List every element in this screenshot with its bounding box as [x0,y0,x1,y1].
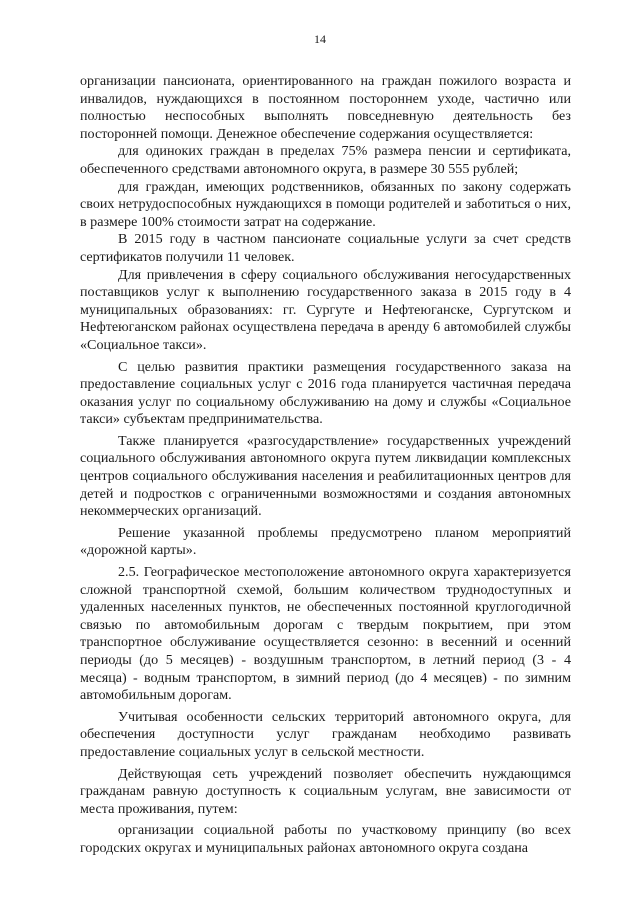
page-number: 14 [314,32,326,46]
paragraph-rural-territories: Учитывая особенности сельских территорий автономного округа, для обеспечения доступности услуг гражданам необходимо развивать предоставление социальных услуг в сельской местности. [80,708,571,760]
paragraph-2015-certificates: В 2015 году в частном пансионате социальные услуги за счет средств сертификатов получили 11 человек. [80,231,571,265]
paragraph-institution-network: Действующая сеть учреждений позволяет обеспечить нуждающимся гражданам равную доступность к социальным услугам, вне зависимости от места проживания, путем: [80,765,571,817]
document-body [80,73,571,858]
paragraph-social-taxi-lease: Для привлечения в сферу социального обслуживания негосударственных поставщиков услуг к выполнению государственного заказа в 2015 году в 4 муниципальных образованиях: гг. Сургуте и Нефтеюганске, Сургутском и Нефтеюганском районах осуществлена передача в аренду 6 автомобилей службы «Социальное такси». [80,266,571,353]
paragraph-single-citizens: для одиноких граждан в пределах 75% размера пенсии и сертификата, обеспеченного средствами автономного округа, в размере 30 555 рублей; [80,143,571,177]
paragraph-pension-organization: организации пансионата, ориентированного на граждан пожилого возраста и инвалидов, нуждающихся в постоянном постороннем уходе, частично или полностью неспособных выполнять повседневную деятельность без посторонней помощи. Денежное обеспечение содержания осуществляется: [80,73,571,142]
paragraph-geography-2-5: 2.5. Географическое местоположение автономного округа характеризуется сложной транспортной схемой, большим количеством труднодоступных и удаленных населенных пунктов, не обеспеченных постоянной круглогодичной связью по автомобильным дорогам с твердым покрытием, при этом транспортное обслуживание осуществляется сезонно: в весенний и осенний периоды (до 5 месяцев) - воздушным транспортом, в летний период (3 - 4 месяца) - водным транспортом, в зимний период (до 4 месяцев) - по зимним автомобильным дорогам. [80,564,571,704]
paragraph-roadmap: Решение указанной проблемы предусмотрено планом мероприятий «дорожной карты». [80,524,571,559]
paragraph-citizens-with-relatives: для граждан, имеющих родственников, обязанных по закону содержать своих нетрудоспособных нуждающихся в помощи родителей и заботиться о них, в размере 100% стоимости затрат на содержание. [80,178,571,230]
paragraph-denationalization: Также планируется «разгосударствление» государственных учреждений социального обслуживания автономного округа путем ликвидации комплексных центров социального обслуживания населения и реабилитационных центров для детей и подростков с ограниченными возможностями и создания автономных некоммерческих организаций. [80,432,571,520]
paragraph-state-order-2016: С целью развития практики размещения государственного заказа на предоставление социальных услуг с 2016 года планируется частичная передача оказания услуг по социальному обслуживанию на дому и службы «Социальное такси» субъектам предпринимательства. [80,358,571,428]
paragraph-district-principle: организации социальной работы по участковому принципу (во всех городских округах и муниципальных районах автономного округа создана [80,822,571,856]
